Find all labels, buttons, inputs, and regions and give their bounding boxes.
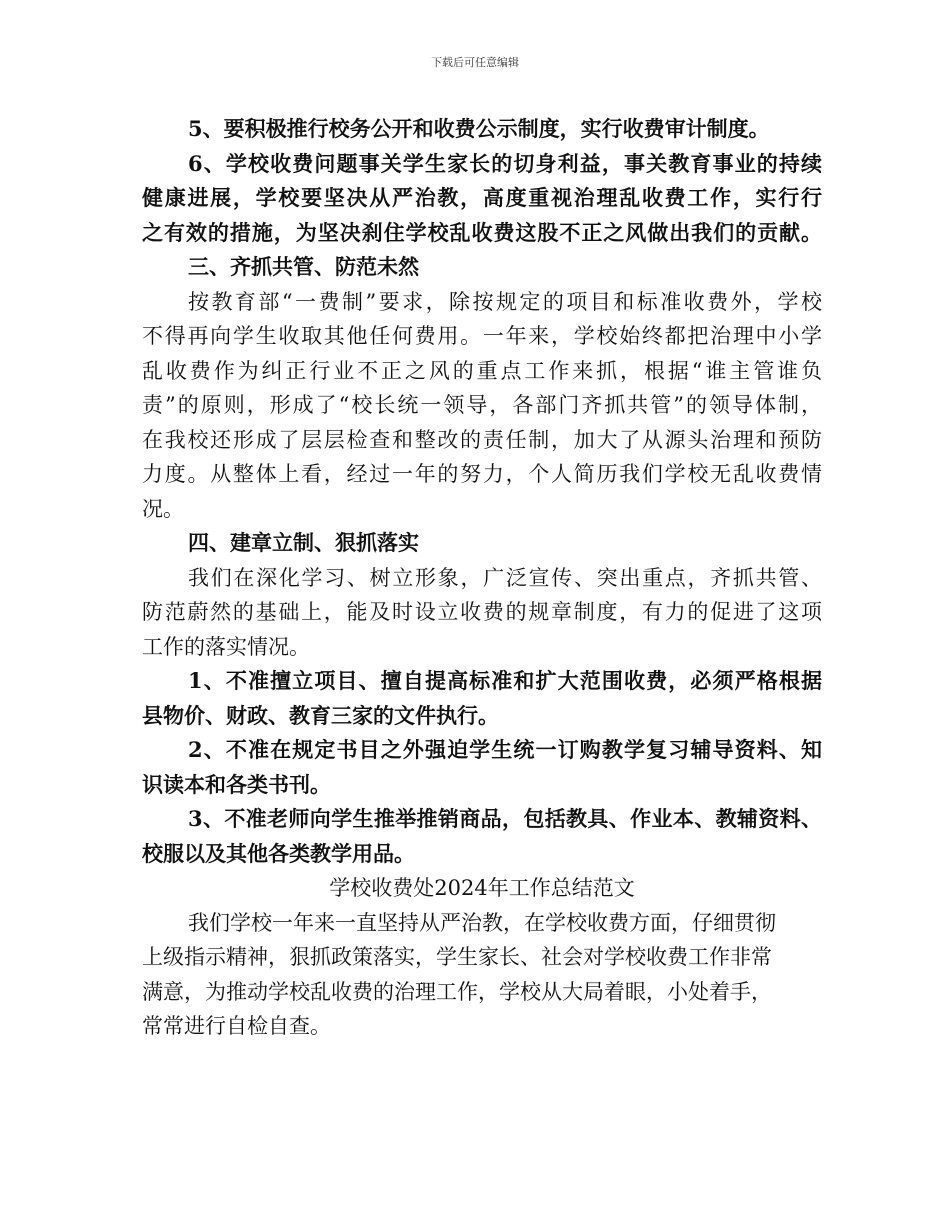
- section-3-para-line-3: 乱收费作为纠正行业不正之风的重点工作来抓，根据“谁主管谁负: [142, 358, 822, 383]
- item-6-line-2: 健康进展，学校要坚决从严治教，高度重视治理乱收费工作，实行行: [142, 185, 822, 210]
- page-header: 下载后可任意编辑: [431, 56, 519, 69]
- article-para-line-3: 满意，为推动学校乱收费的治理工作，学校从大局着眼，小处着手，: [142, 979, 772, 1004]
- rule-3-line-2: 校服以及其他各类教学用品。: [142, 840, 415, 866]
- rule-3-line-1: 3、不准老师向学生推举推销商品，包括教具、作业本、教辅资料、: [188, 806, 822, 831]
- document-body: [142, 112, 822, 1044]
- section-3-para-line-5: 在我校还形成了层层检查和整改的责任制，加大了从源头治理和预防: [142, 427, 822, 452]
- item-5-line: 5、要积极推行校务公开和收费公示制度，实行收费审计制度。: [188, 116, 770, 141]
- article-para-line-1: 我们学校一年来一直坚持从严治教，在学校收费方面，仔细贯彻: [188, 910, 776, 935]
- article-para-line-2: 上级指示精神，狠抓政策落实，学生家长、社会对学校收费工作非常: [142, 945, 772, 969]
- rule-2-line-2: 识读本和各类书刊。: [142, 771, 331, 797]
- section-3-para-line-7: 况。: [142, 496, 184, 521]
- section-3-para-line-6: 力度。从整体上看，经过一年的努力，个人简历我们学校无乱收费情: [142, 462, 822, 486]
- section-4-para-line-3: 工作的落实情况。: [142, 634, 310, 659]
- article-para-line-4: 常常进行自检自查。: [142, 1014, 331, 1038]
- rule-2-line-1: 2、不准在规定书目之外强迫学生统一订购教学复习辅导资料、知: [188, 737, 822, 762]
- article-title: 学校收费处2024年工作总结范文: [329, 876, 635, 900]
- rule-1-line-2: 县物价、财政、教育三家的文件执行。: [142, 702, 499, 728]
- section-4-para-line-2: 防范蔚然的基础上，能及时设立收费的规章制度，有力的促进了这项: [142, 600, 822, 624]
- section-4-para-line-1: 我们在深化学习、树立形象，广泛宣传、突出重点，齐抓共管、: [188, 565, 822, 590]
- section-3-para-line-1: 按教育部“一费制”要求，除按规定的项目和标准收费外，学校: [188, 289, 822, 314]
- section-4-heading: 四、建章立制、狠抓落实: [188, 530, 419, 555]
- section-3-para-line-2: 不得再向学生收取其他任何费用。一年来，学校始终都把治理中小学: [142, 324, 822, 348]
- section-3-para-line-4: 责”的原则，形成了“校长统一领导，各部门齐抓共管”的领导体制，: [142, 393, 822, 417]
- rule-1-line-1: 1、不准擅立项目、擅自提高标准和扩大范围收费，必须严格根据: [188, 668, 822, 693]
- item-6-line-1: 6、学校收费问题事关学生家长的切身利益，事关教育事业的持续: [188, 150, 822, 176]
- section-3-heading: 三、齐抓共管、防范未然: [188, 254, 419, 279]
- item-6-line-3: 之有效的措施，为坚决刹住学校乱收费这股不正之风做出我们的贡献。: [142, 219, 822, 245]
